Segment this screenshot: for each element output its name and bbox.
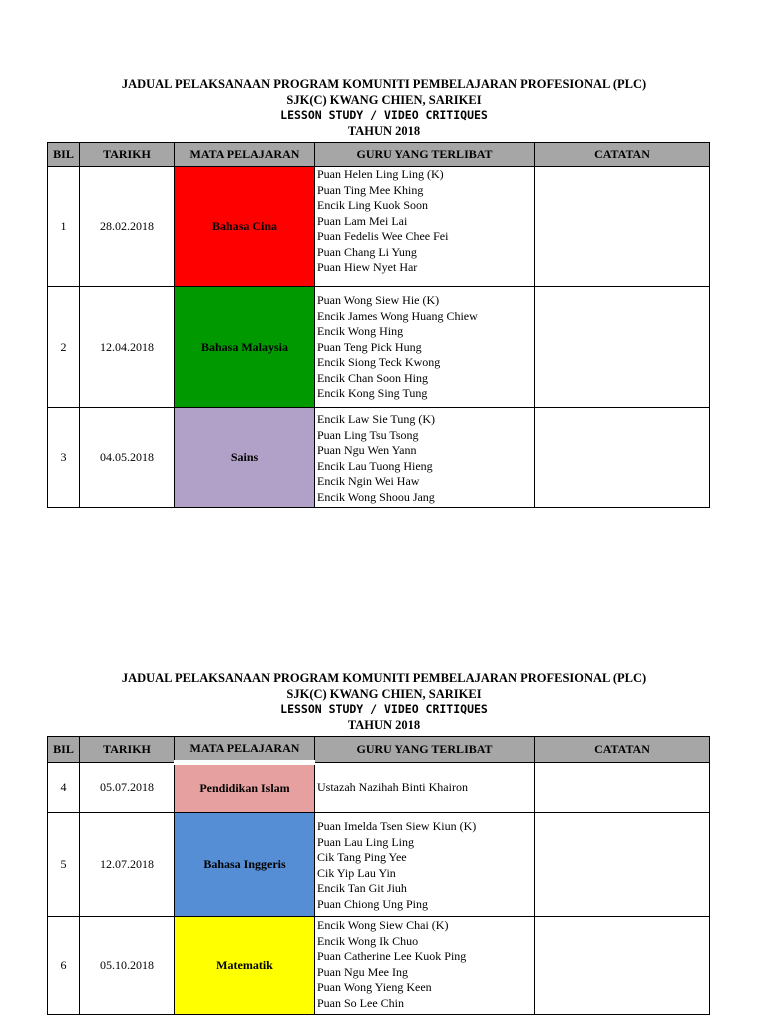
header-guru: GURU YANG TERLIBAT [315, 737, 535, 763]
cell-subject: Sains [175, 408, 315, 508]
table-header-row [48, 143, 710, 167]
schedule-table-2 [47, 736, 710, 1015]
year-label: TAHUN 2018 [347, 123, 421, 138]
year-label: TAHUN 2018 [347, 717, 421, 732]
cell-guru [315, 408, 535, 508]
section-2-titles [0, 671, 768, 733]
cell-catatan [535, 917, 710, 1015]
teacher-name: Encik Ngin Wei Haw [317, 474, 420, 488]
cell-bil: 2 [48, 287, 80, 408]
teacher-name: Puan Helen Ling Ling (K) [317, 167, 444, 181]
cell-subject: Bahasa Cina [175, 167, 315, 287]
teacher-name: Puan Teng Pick Hung [317, 339, 422, 354]
teacher-name: Ustazah Nazihah Binti Khairon [317, 779, 468, 794]
teacher-name: Encik Chan Soon Hing [317, 370, 428, 385]
doc-title: JADUAL PELAKSANAAN PROGRAM KOMUNITI PEMBELAJARAN PROFESIONAL (PLC) [121, 671, 647, 685]
cell-subject: Matematik [175, 917, 315, 1015]
cell-tarikh: 04.05.2018 [80, 408, 175, 508]
cell-guru [315, 287, 535, 408]
cell-guru [315, 763, 535, 813]
header-guru: GURU YANG TERLIBAT [315, 143, 535, 167]
schedule-table-1 [47, 142, 710, 508]
teacher-name: Puan Wong Siew Hie (K) [317, 293, 440, 307]
cell-guru [315, 917, 535, 1015]
section-1-titles [0, 77, 768, 139]
cell-subject: Bahasa Malaysia [175, 287, 315, 408]
header-mata-pelajaran: MATA PELAJARAN [175, 143, 315, 167]
header-bil: BIL [48, 737, 80, 763]
cell-bil: 3 [48, 408, 80, 508]
cell-bil: 5 [48, 813, 80, 917]
teacher-name: Puan So Lee Chin [317, 995, 404, 1010]
teacher-name: Puan Imelda Tsen Siew Kiun (K) [317, 819, 477, 833]
teacher-name: Puan Ting Mee Khing [317, 182, 424, 197]
teacher-name: Encik Tan Git Jiuh [317, 881, 407, 895]
teacher-name: Puan Wong Yieng Keen [317, 980, 432, 994]
school-name: SJK(C) KWANG CHIEN, SARIKEI [286, 686, 482, 701]
cell-bil: 4 [48, 763, 80, 813]
table-row [48, 167, 710, 287]
cell-guru [315, 813, 535, 917]
cell-catatan [535, 813, 710, 917]
table-row [48, 917, 710, 1015]
teacher-name: Encik Wong Hing [317, 324, 404, 338]
teacher-name: Encik Ling Kuok Soon [317, 198, 428, 212]
table-row [48, 813, 710, 917]
table-row [48, 763, 710, 813]
teacher-name: Puan Ngu Mee Ing [317, 964, 408, 979]
teacher-name: Puan Ling Tsu Tsong [317, 427, 419, 442]
teacher-name: Encik Law Sie Tung (K) [317, 412, 435, 426]
table-header-row [48, 737, 710, 763]
cell-catatan [535, 167, 710, 287]
teacher-name: Encik Wong Shoou Jang [317, 489, 435, 504]
cell-subject: Bahasa Inggeris [175, 813, 315, 917]
teacher-name: Puan Ngu Wen Yann [317, 443, 417, 457]
teacher-name: Encik Wong Ik Chuo [317, 933, 419, 948]
cell-catatan [535, 287, 710, 408]
teacher-name: Encik Wong Siew Chai (K) [317, 918, 449, 932]
table-row [48, 408, 710, 508]
cell-bil: 1 [48, 167, 80, 287]
cell-catatan [535, 408, 710, 508]
table-row [48, 287, 710, 408]
header-tarikh: TARIKH [80, 143, 175, 167]
cell-tarikh: 12.07.2018 [80, 813, 175, 917]
cell-guru [315, 167, 535, 287]
cell-tarikh: 05.10.2018 [80, 917, 175, 1015]
cell-catatan [535, 763, 710, 813]
teacher-name: Cik Yip Lau Yin [317, 865, 396, 880]
program-name: LESSON STUDY / VIDEO CRITIQUES [280, 702, 488, 716]
teacher-name: Encik Lau Tuong Hieng [317, 458, 433, 473]
program-name: LESSON STUDY / VIDEO CRITIQUES [280, 108, 488, 122]
teacher-name: Cik Tang Ping Yee [317, 850, 407, 864]
teacher-name: Puan Chang Li Yung [317, 244, 417, 259]
cell-bil: 6 [48, 917, 80, 1015]
school-name: SJK(C) KWANG CHIEN, SARIKEI [286, 92, 482, 107]
teacher-name: Puan Lau Ling Ling [317, 834, 414, 849]
teacher-name: Encik Siong Teck Kwong [317, 355, 441, 369]
doc-title: JADUAL PELAKSANAAN PROGRAM KOMUNITI PEMBELAJARAN PROFESIONAL (PLC) [121, 77, 647, 91]
cell-tarikh: 28.02.2018 [80, 167, 175, 287]
header-catatan: CATATAN [535, 143, 710, 167]
teacher-name: Encik Kong Sing Tung [317, 386, 428, 400]
cell-subject: Pendidikan Islam [175, 763, 315, 813]
header-catatan: CATATAN [535, 737, 710, 763]
cell-tarikh: 12.04.2018 [80, 287, 175, 408]
cell-tarikh: 05.07.2018 [80, 763, 175, 813]
header-mata-pelajaran: MATA PELAJARAN [175, 737, 315, 763]
teacher-name: Puan Catherine Lee Kuok Ping [317, 949, 467, 963]
header-bil: BIL [48, 143, 80, 167]
teacher-name: Encik James Wong Huang Chiew [317, 308, 478, 323]
teacher-name: Puan Fedelis Wee Chee Fei [317, 229, 449, 243]
teacher-name: Puan Hiew Nyet Har [317, 260, 418, 274]
header-tarikh: TARIKH [80, 737, 175, 763]
teacher-name: Puan Chiong Ung Ping [317, 896, 429, 911]
teacher-name: Puan Lam Mei Lai [317, 213, 408, 228]
